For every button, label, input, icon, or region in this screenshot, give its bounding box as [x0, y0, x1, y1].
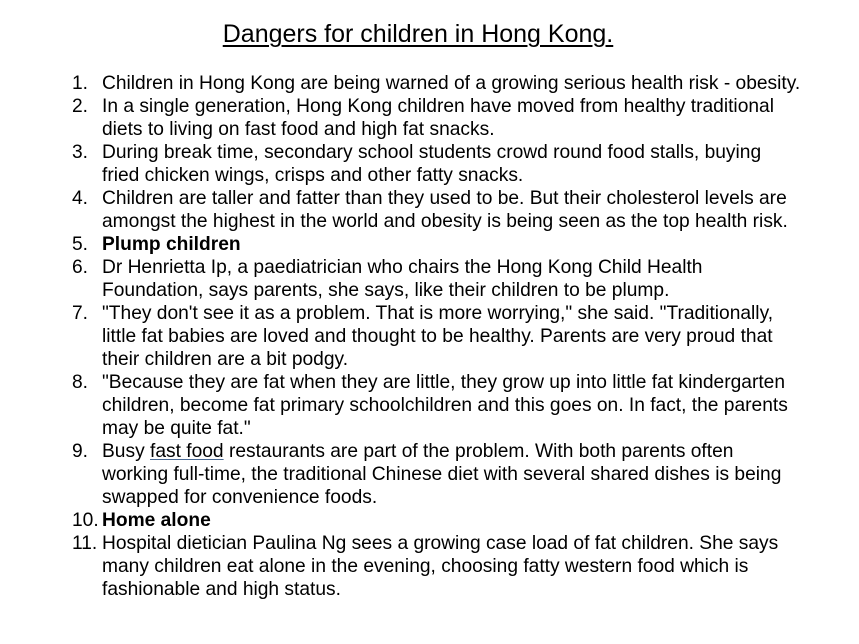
list-number: 7. — [72, 303, 89, 324]
list-text: During break time, secondary school students crowd round food stalls, buying fried chicken wings, crisps and other fatty snacks. — [102, 142, 762, 186]
list-text: "Because they are fat when they are little, they grow up into little fat kindergarten children, become fat primary schoolchildren and this goes on. In fact, the parents may be quite fat." — [102, 372, 788, 439]
list-item — [72, 256, 802, 302]
list-item — [72, 440, 802, 509]
list-item-heading — [72, 233, 802, 256]
list-text: Children in Hong Kong are being warned of a growing serious health risk - obesity. — [102, 73, 801, 94]
list-number: 5. — [72, 234, 89, 255]
list-item-heading — [72, 509, 802, 532]
list-number: 4. — [72, 188, 89, 209]
list-text-after-link: restaurants are part of the problem. With both parents often working full-time, the traditional Chinese diet with several shared dishes is being swapped for convenience foods. — [102, 441, 782, 508]
list-item — [72, 371, 802, 440]
list-number: 9. — [72, 441, 89, 462]
list-text — [102, 441, 781, 508]
section-heading-home-alone: Home alone — [102, 510, 211, 531]
list-number: 2. — [72, 96, 89, 117]
list-item — [72, 302, 802, 371]
list-number: 8. — [72, 372, 89, 393]
document-title: Dangers for children in Hong Kong. — [222, 20, 614, 48]
list-text: "They don't see it as a problem. That is more worrying," she said. "Traditionally, little fat babies are loved and thought to be healthy. Parents are very proud that their children are a bit podgy. — [102, 303, 774, 370]
list-number: 1. — [72, 73, 89, 94]
list-text: In a single generation, Hong Kong children have moved from healthy traditional diets to living on fast food and high fat snacks. — [102, 96, 774, 140]
list-item — [72, 72, 802, 95]
numbered-list — [72, 72, 802, 601]
list-item — [72, 141, 802, 187]
list-item — [72, 532, 802, 601]
list-text: Dr Henrietta Ip, a paediatrician who chairs the Hong Kong Child Health Foundation, says parents, she says, like their children to be plump. — [102, 257, 703, 301]
list-item — [72, 95, 802, 141]
list-item — [72, 187, 802, 233]
section-heading-plump-children: Plump children — [102, 234, 241, 255]
list-number: 10. — [72, 510, 99, 531]
list-text: Children are taller and fatter than they used to be. But their cholesterol levels are amongst the highest in the world and obesity is being seen as the top health risk. — [102, 188, 788, 232]
list-text-before-link: Busy — [102, 441, 150, 462]
list-number: 11. — [72, 533, 98, 554]
list-number: 6. — [72, 257, 89, 278]
list-number: 3. — [72, 142, 89, 163]
list-text: Hospital dietician Paulina Ng sees a growing case load of fat children. She says many children eat alone in the evening, choosing fatty western food which is fashionable and high status. — [102, 533, 779, 600]
fast-food-link[interactable]: fast food — [150, 441, 224, 462]
